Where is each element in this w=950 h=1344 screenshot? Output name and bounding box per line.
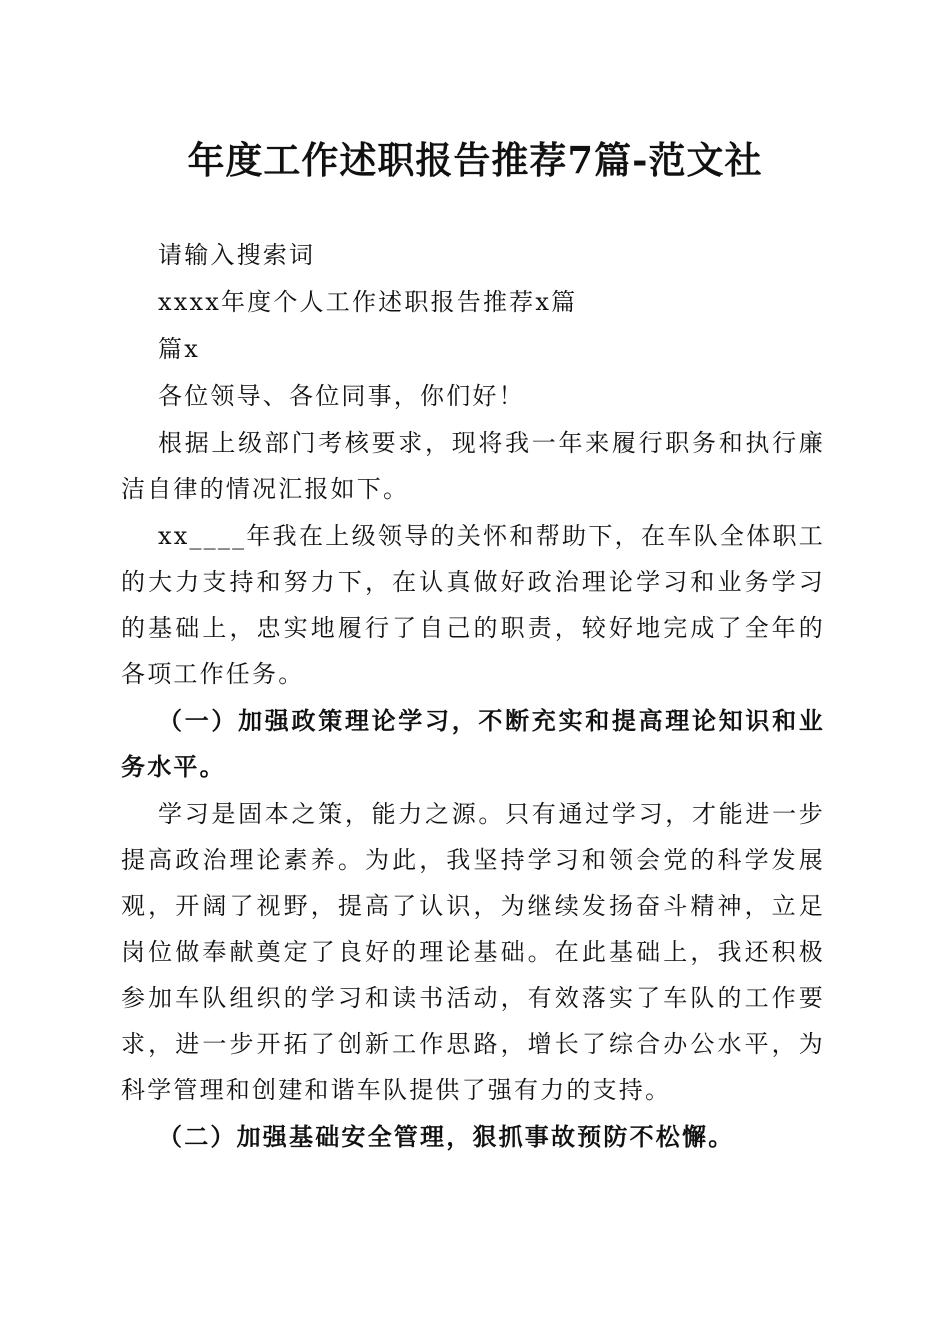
intro-paragraph: 根据上级部门考核要求，现将我一年来履行职务和执行廉洁自律的情况汇报如下。 [121,429,825,503]
document-body [121,232,825,1160]
document-title: 年度工作述职报告推荐7篇-范文社 [187,138,763,182]
section-heading-1: （一）加强政策理论学习，不断充实和提高理论知识和业务水平。 [121,706,825,781]
report-subtitle: xxxx年度个人工作述职报告推荐x篇 [158,288,578,316]
report-part-label: 篇x [158,335,200,363]
summary-paragraph: xx____年我在上级领导的关怀和帮助下，在车队全体职工的大力支持和努力下，在认真做好政治理论学习和业务学习的基础上，忠实地履行了自己的职责，较好地完成了全年的各项工作任务。 [121,522,825,688]
greeting-paragraph: 各位领导、各位同事，你们好！ [158,382,525,410]
section-heading-2: （二）加强基础安全管理，狠抓事故预防不松懈。 [158,1122,735,1151]
study-paragraph: 学习是固本之策，能力之源。只有通过学习，才能进一步提高政治理论素养。为此，我坚持学习和领会党的科学发展观，开阔了视野，提高了认识，为继续发扬奋斗精神，立足岗位做奉献奠定了良好的理论基础。在此基础上，我还积极参加车队组织的学习和读书活动，有效落实了车队的工作要求，进一步开拓了创新工作思路，增长了综合办公水平，为科学管理和创建和谐车队提供了强有力的支持。 [121,800,825,1104]
search-prompt: 请输入搜索词 [158,241,316,269]
